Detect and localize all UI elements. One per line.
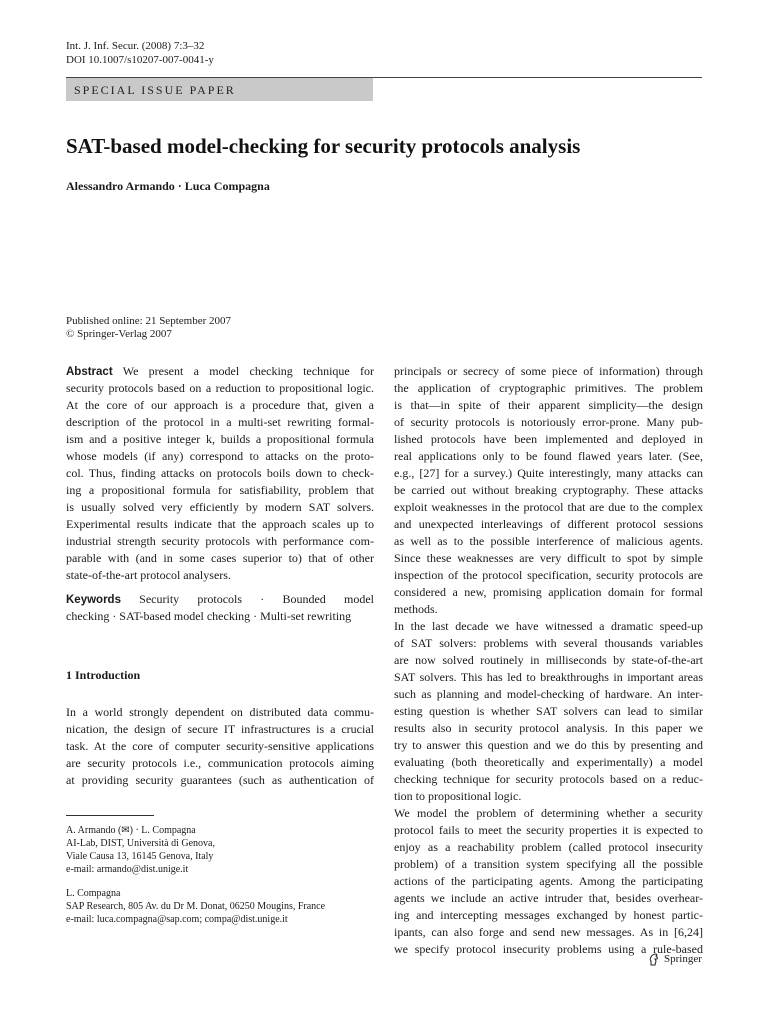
body-line: of SAT solvers: problems with several thousands variables <box>394 636 703 650</box>
abstract-line: is usually solved very efficiently by modern SAT solvers. <box>66 500 374 514</box>
abstract-line: ism and a positive integer k, builds a propositional formula <box>66 432 374 446</box>
body-line: of security protocols is notoriously error-prone. Many pub- <box>394 415 703 429</box>
body-line: real applications only to be found flawed years later. (See, <box>394 449 703 463</box>
intro-line: at providing security guarantees (such as authentication of <box>66 773 374 787</box>
body-line: evaluating (both theoretically and experimentally) a model <box>394 755 703 769</box>
footnote-line: L. Compagna <box>66 888 121 899</box>
issue-type-band <box>66 78 373 101</box>
body-line: try to answer this question and we do this by presenting and <box>394 738 703 752</box>
springer-horse-icon <box>648 953 660 966</box>
body-line: lished protocols have been implemented and deployed in <box>394 432 703 446</box>
body-line: We model the problem of determining whether a security <box>394 806 703 820</box>
body-line: inspection of the protocol specification, security protocols are <box>394 568 703 582</box>
body-line: we specify protocol insecurity problems using a rule-based <box>394 942 703 956</box>
body-line: Since these weaknesses are very difficult to spot by simple <box>394 551 703 565</box>
body-line: are now solved routinely in milliseconds by state-of-the-art <box>394 653 703 667</box>
abstract-line: Experimental results indicate that the approach scales up to <box>66 517 374 531</box>
footnote-rule <box>66 815 154 816</box>
body-line: results also in security protocol analysis. In this paper we <box>394 721 703 735</box>
body-line: methods. <box>394 602 438 616</box>
footnote-line: AI-Lab, DIST, Università di Genova, <box>66 838 215 849</box>
abstract-label: Abstract <box>66 366 113 378</box>
body-line: actions of the participating agents. Among the participating <box>394 874 703 888</box>
abstract-line: security protocols based on a reduction to propositional logic. <box>66 381 374 395</box>
publisher-name: Springer <box>664 953 702 965</box>
body-line: and unexpected interleavings of different protocol sessions <box>394 517 703 531</box>
abstract-line: At the core of our approach is a procedure that, given a <box>66 398 374 412</box>
keywords-line: Keywords Security protocols · Bounded model <box>66 592 374 606</box>
abstract-line: col. Thus, finding attacks on protocols boils down to check- <box>66 466 374 480</box>
footnote-email: e-mail: armando@dist.unige.it <box>66 864 189 875</box>
issue-type-label: SPECIAL ISSUE PAPER <box>74 83 236 97</box>
body-line: e.g., [27] for a survey.) Quite interestingly, many attacks can <box>394 466 703 480</box>
intro-line: are security protocols i.e., communication protocols aiming <box>66 756 374 770</box>
intro-line: task. At the core of computer security-sensitive applications <box>66 739 374 753</box>
body-line: esting question is whether SAT solvers can lead to similar <box>394 704 703 718</box>
body-line: enjoy as a reachability problem (called protocol insecurity <box>394 840 703 854</box>
publisher-logo <box>648 952 702 966</box>
body-line: tion to propositional logic. <box>394 789 522 803</box>
intro-line: nication, the design of secure IT infrastructures is a crucial <box>66 722 374 736</box>
body-line: protocol fails to meet the security properties it is expected to <box>394 823 703 837</box>
abstract-line: whose models (if any) correspond to attacks on the proto- <box>66 449 374 463</box>
body-line: principals or secrecy of some piece of information) through <box>394 364 703 378</box>
abstract-line: ing a propositional formula for satisfiability, problem that <box>66 483 374 497</box>
body-line: ipants, can also forge and send new messages. As in [6,24] <box>394 925 703 939</box>
keywords-label: Keywords <box>66 594 121 606</box>
paper-title: SAT-based model-checking for security protocols analysis <box>66 134 581 158</box>
footnote-line: Viale Causa 13, 16145 Genova, Italy <box>66 851 214 862</box>
body-line: is that—in spite of their apparent simplicity—the design <box>394 398 703 412</box>
body-line: considered a new, promising application domain for formal <box>394 585 703 599</box>
intro-line: In a world strongly dependent on distributed data commu- <box>66 705 374 719</box>
section-heading: 1 Introduction <box>66 668 141 682</box>
abstract-line: description of the protocol in a multi-set rewriting formal- <box>66 415 374 429</box>
footnote-line: A. Armando (✉) · L. Compagna <box>66 825 196 836</box>
keywords-line: checking · SAT-based model checking · Multi-set rewriting <box>66 609 352 623</box>
body-line: SAT solvers. This has led to breakthroughs in important areas <box>394 670 703 684</box>
published-date: Published online: 21 September 2007 <box>66 315 231 327</box>
doi: DOI 10.1007/s10207-007-0041-y <box>66 54 214 66</box>
body-line: be carried out without breaking cryptography. These attacks <box>394 483 703 497</box>
body-line: problem) of a transition system specifying all the possible <box>394 857 703 871</box>
body-line: In the last decade we have witnessed a dramatic speed-up <box>394 619 703 633</box>
body-line: agents we include an active intruder that, besides overhear- <box>394 891 703 905</box>
body-line: such as planning and model-checking of hardware. An inter- <box>394 687 703 701</box>
footnote-line: SAP Research, 805 Av. du Dr M. Donat, 06250 Mougins, France <box>66 901 326 912</box>
footnote-email: e-mail: luca.compagna@sap.com; compa@dist.unige.it <box>66 914 288 925</box>
body-line: checking technique for security protocols based on a reduc- <box>394 772 703 786</box>
journal-citation: Int. J. Inf. Secur. (2008) 7:3–32 <box>66 40 205 52</box>
copyright: © Springer-Verlag 2007 <box>66 328 172 340</box>
abstract-line: state-of-the-art protocol analysers. <box>66 568 231 582</box>
body-line: exploit weaknesses in the protocol that are due to the complex <box>394 500 703 514</box>
abstract-line: industrial strength security protocols with performance com- <box>66 534 374 548</box>
body-line: ing and intercepting messages exchanged by honest partic- <box>394 908 703 922</box>
authors: Alessandro Armando · Luca Compagna <box>66 179 270 193</box>
body-line: the application of cryptographic primitives. The problem <box>394 381 703 395</box>
body-line: as well as to the possible interference of malicious agents. <box>394 534 703 548</box>
abstract-line: parable with (and in some cases superior to) that of other <box>66 551 374 565</box>
abstract-line: Abstract We present a model checking technique for <box>66 364 374 378</box>
